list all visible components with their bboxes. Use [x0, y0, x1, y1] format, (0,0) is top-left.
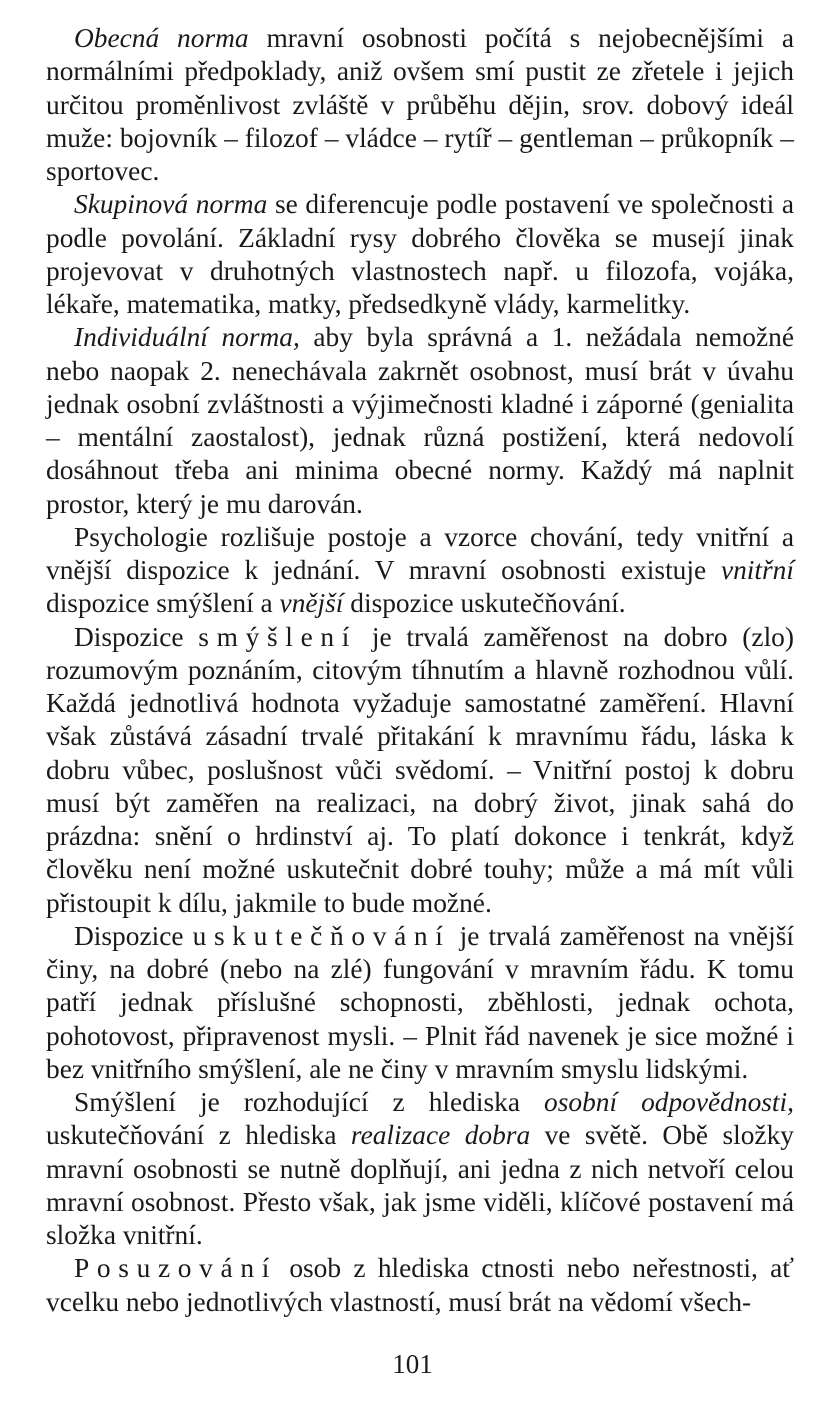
paragraph-text: aby byla správná a 1. nežádala nemožné nebo naopak 2. nenechávala zakrnět osobnost, musí brát v úvahu jednak osobní zvláštnosti a výjimečnosti kladné i záporné (genialita – mentální zaostalost), jednak různá postižení, která nedovolí dosáhnout třeba ani minima obecné normy. Každý má naplnit prostor, který je mu darován. [46, 322, 794, 519]
paragraph-text: ve světě. Obě složky mravní osobnosti se nutně doplňují, ani jedna z nich netvoří celou mravní osobnost. Přesto však, jak jsme viděli, klíčové postavení má složka vnitřní. [46, 1120, 794, 1250]
paragraph-text: Dispozice [74, 920, 193, 951]
paragraph-text: je trvalá zaměřenost na vnější činy, na dobré (nebo na zlé) fungování v mravním řádu. K tomu patří jednak příslušné schopnosti, zběhlosti, jednak ochota, pohotovost, připravenost mysli. – Plnit řád navenek je sice možné i bez vnitřního smýšlení, ale ne činy v mravním smyslu lidskými. [46, 920, 794, 1084]
term-osobni-odpovednosti: osobní odpovědnosti, [544, 1087, 794, 1117]
paragraph-text: Dispozice [74, 621, 199, 652]
paragraph-posuzovani [46, 1252, 794, 1319]
paragraph-text: mravní osobnosti počítá s nejobecnějšími a normálními předpoklady, aniž ovšem smí pustit ze zřetele i jejich určitou proměnlivost zvláště v průběhu dějin, srov. dobový ideál muže: bojovník – filozof – vládce – rytíř – gentleman – průkopník – sportovec. [46, 23, 794, 186]
paragraph-obecna-norma [46, 22, 794, 188]
paragraph-text: uskutečňování z hlediska [46, 1120, 351, 1151]
paragraph-text: osob z hlediska ctnosti nebo neřestnosti, ať vcelku nebo jednotlivých vlastností, musí brát na vědomí všech- [46, 1253, 794, 1317]
paragraph-individualni-norma [46, 321, 794, 521]
paragraph-dispozice-uskutecnovani [46, 920, 794, 1086]
paragraph-text: Psychologie rozlišuje postoje a vzorce chování, tedy vnitřní a vnější dispozice k jednání. V mravní osobnosti existuje [46, 521, 794, 585]
paragraph-text: je trvalá zaměřenost na dobro (zlo) rozumovým poznáním, citovým tíhnutím a hlavně rozhodnou vůlí. Každá jednotlivá hodnota vyžaduje samostatné zaměření. Hlavní však zůstává zásadní trvalé přitakání k mravnímu řádu, láska k dobru vůbec, poslušnost vůči svědomí. – Vnitřní postoj k dobru musí být zaměřen na realizaci, na dobrý život, jinak sahá do prázdna: snění o hrdinství aj. To platí dokonce i tenkrát, když člověku není možné uskutečnit dobré touhy; může a má mít vůli přistoupit k dílu, jakmile to bude možné. [46, 621, 794, 918]
term-vnitrni: vnitřní [720, 555, 794, 585]
paragraph-psychologie [46, 521, 794, 621]
page-number: 101 [392, 1349, 433, 1379]
page-text [46, 22, 794, 1319]
term-obecna-norma: Obecná norma [74, 23, 249, 53]
term-vnejsi: vnější [279, 588, 344, 619]
paragraph-text: dispozice smýšlení a [46, 588, 280, 619]
spaced-term-uskutecnovani: uskutečňování [192, 920, 451, 951]
term-skupinova-norma: Skupinová norma [74, 189, 268, 220]
spaced-term-smysleni: smýšlení [198, 621, 358, 652]
term-individualni-norma: Individuální norma, [74, 322, 300, 353]
paragraph-skupinova-norma [46, 188, 794, 321]
paragraph-text: dispozice uskutečňování. [343, 588, 626, 619]
paragraph-text: se diferencuje podle postavení ve společnosti a podle povolání. Základní rysy dobrého člověka se musejí jinak projevovat v druhotných vlastnostech např. u filozofa, vojáka, lékaře, matematika, matky, předsedkyně vlády, karmelitky. [46, 189, 794, 319]
paragraph-smysleni-rozhodujici [46, 1086, 794, 1252]
paragraph-dispozice-smysleni [46, 621, 794, 920]
term-realizace-dobra: realizace dobra [350, 1120, 531, 1151]
paragraph-text: Smýšlení je rozhodující z hlediska [74, 1087, 545, 1117]
spaced-term-posuzovani: Posuzování [74, 1253, 278, 1284]
